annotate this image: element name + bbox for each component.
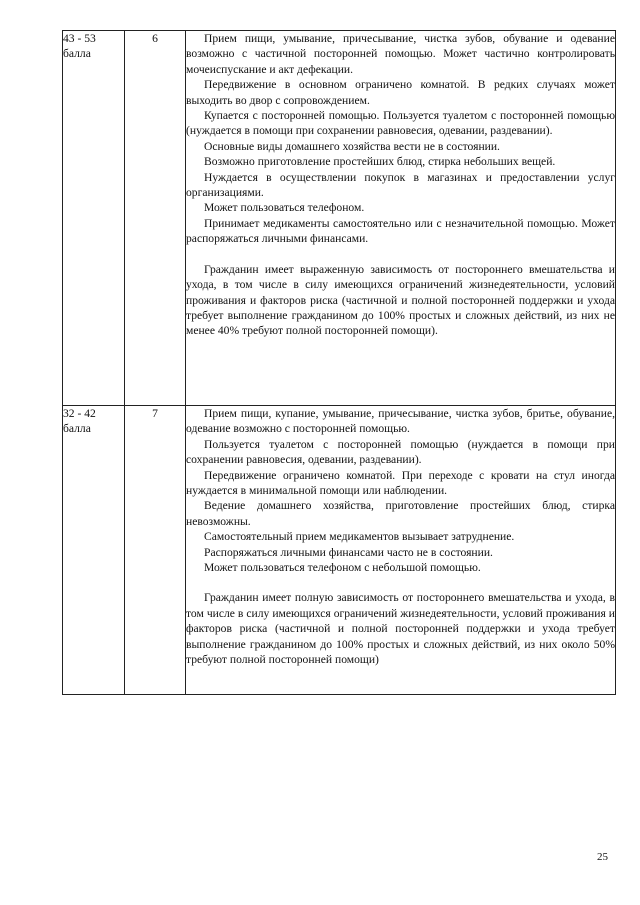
score-range-cell: [63, 31, 125, 406]
table-row: [63, 31, 616, 406]
description-paragraph: Принимает медикаменты самостоятельно или с незначительной помощью. Может распоряжаться личными финансами.: [186, 216, 615, 246]
description-paragraph: Пользуется туалетом с посторонней помощью (нуждается в помощи при сохранении равновесия, одевании, раздевании).: [186, 437, 615, 467]
page-number: 25: [597, 851, 608, 863]
description-paragraph: Может пользоваться телефоном с небольшой помощью.: [204, 561, 481, 575]
care-level: 7: [152, 407, 158, 420]
description-cell: [186, 406, 616, 695]
description-paragraph: Может пользоваться телефоном.: [204, 201, 365, 215]
dependency-summary: Гражданин имеет выраженную зависимость от постороннего вмешательства и ухода, в том числе в силу имеющихся ограничений жизнедеятельности, условий проживания и факторов риска (частичной и полной посторонней поддержки и ухода требует выполнение гражданином до 100% простых и сложных действий, из них не менее 40% требуют полной посторонней помощи).: [186, 262, 615, 338]
description-paragraph: Нуждается в осуществлении покупок в магазинах и предоставлении услуг организациями.: [186, 170, 615, 200]
score-range: 43 - 53 балла: [63, 32, 96, 61]
description-paragraph: Передвижение в основном ограничено комнатой. В редких случаях может выходить во двор с сопровождением.: [186, 78, 615, 107]
assessment-table: [62, 30, 616, 695]
score-range-cell: [63, 406, 125, 695]
care-level-cell: [125, 31, 186, 406]
description-paragraph: Самостоятельный прием медикаментов вызывает затруднение.: [204, 530, 515, 544]
table-row: [63, 406, 616, 695]
dependency-summary: Гражданин имеет полную зависимость от постороннего вмешательства и ухода, в том числе в силу имеющихся ограничений жизнедеятельности, условий проживания и факторов риска (частичной и полной посторонней поддержки и ухода требует выполнение гражданином до 100% простых и сложных действий, из них около 50% требуют полной посторонней помощи): [186, 591, 615, 667]
score-range: 32 - 42 балла: [63, 407, 96, 436]
description-paragraph: Возможно приготовление простейших блюд, стирка небольших вещей.: [204, 155, 556, 169]
care-level-cell: [125, 406, 186, 695]
description-paragraph: Прием пищи, купание, умывание, причесывание, чистка зубов, бритье, обувание, одевание возможно с посторонней помощью.: [186, 407, 615, 436]
description-cell: [186, 31, 616, 406]
description-paragraph: Передвижение ограничено комнатой. При переходе с кровати на стул иногда нуждается в минимальной помощи или наблюдении.: [186, 468, 615, 498]
description-paragraph: Основные виды домашнего хозяйства вести не в состоянии.: [204, 139, 500, 153]
care-level: 6: [152, 32, 158, 45]
description-paragraph: Распоряжаться личными финансами часто не в состоянии.: [204, 545, 493, 559]
description-paragraph: Ведение домашнего хозяйства, приготовление простейших блюд, стирка невозможны.: [186, 499, 615, 528]
description-paragraph: Прием пищи, умывание, причесывание, чистка зубов, обувание и одевание возможно с частичной посторонней помощью. Может частично контролировать мочеиспускание и акт дефекации.: [186, 32, 615, 76]
description-paragraph: Купается с посторонней помощью. Пользуется туалетом с посторонней помощью (нуждается в помощи при сохранении равновесия, одевании, раздевании).: [186, 109, 615, 138]
